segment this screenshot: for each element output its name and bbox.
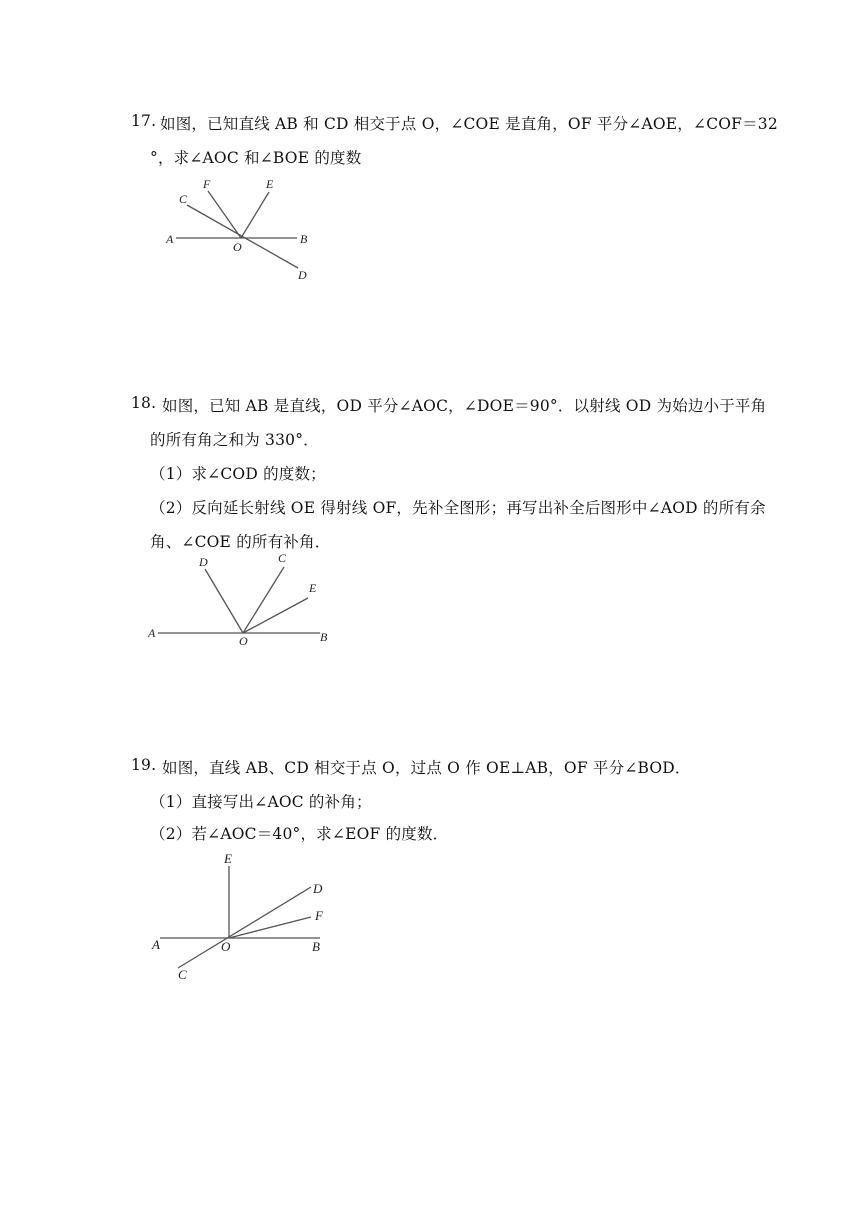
fig19-line-cd (178, 887, 311, 968)
problem-19-part-1: （1）直接写出∠AOC 的补角； (150, 793, 372, 811)
fig19-label-o: O (221, 939, 231, 954)
figure-19 (151, 851, 324, 982)
problem-18-part-1: （1）求∠COD 的度数； (150, 465, 326, 483)
fig17-label-o: O (233, 240, 242, 254)
problem-19-number: 19. (131, 756, 157, 774)
fig17-label-d: D (298, 268, 307, 282)
fig17-label-f: F (203, 177, 211, 191)
problem-18-text-line-1: 如图，已知 AB 是直线，OD 平分∠AOC，∠DOE＝90°．以射线 OD 为始边小于平角 (162, 397, 767, 415)
fig17-label-e: E (266, 177, 274, 191)
fig18-label-e: E (309, 581, 317, 595)
problem-18-text-line-2: 的所有角之和为 330°． (150, 431, 319, 449)
fig18-ray-od (205, 569, 243, 633)
fig17-ray-of (208, 191, 241, 238)
fig19-label-a: A (152, 937, 160, 952)
fig18-label-d: D (199, 555, 208, 569)
fig18-label-b: B (320, 630, 328, 644)
figure-17 (165, 177, 308, 282)
problem-17-number: 17. (131, 112, 157, 130)
fig17-label-c: C (179, 192, 188, 206)
fig19-label-b: B (312, 939, 320, 954)
fig19-label-e: E (224, 851, 232, 866)
problem-19-text-line-1: 如图，直线 AB、CD 相交于点 O，过点 O 作 OE⊥AB，OF 平分∠BOD． (162, 759, 691, 777)
figure-18 (147, 551, 328, 648)
problem-17-text-line-1: 如图，已知直线 AB 和 CD 相交于点 O，∠COE 是直角，OF 平分∠AOE，∠COF＝32 (160, 115, 778, 133)
fig19-ray-of (229, 917, 311, 938)
problem-19-part-2: （2）若∠AOC＝40°，求∠EOF 的度数． (150, 825, 449, 843)
fig18-label-a: A (148, 626, 156, 640)
fig18-label-o: O (239, 634, 248, 648)
fig17-label-b: B (300, 232, 308, 246)
fig17-ray-oe (241, 192, 269, 238)
fig18-ray-oc (243, 567, 284, 633)
problem-17-text-line-2: °，求∠AOC 和∠BOE 的度数 (150, 149, 362, 167)
fig17-label-a: A (166, 232, 174, 246)
fig18-label-c: C (278, 551, 287, 565)
problem-18-number: 18. (131, 394, 157, 412)
fig19-label-f: F (315, 908, 323, 923)
fig19-label-d: D (313, 881, 323, 896)
problem-18-part-2: （2）反向延长射线 OE 得射线 OF，先补全图形；再写出补全后图形中∠AOD 的所有余 (150, 499, 766, 517)
problem-18-part-2-cont: 角、∠COE 的所有补角． (150, 533, 331, 551)
fig19-label-c: C (178, 967, 187, 982)
fig18-ray-oe (243, 598, 308, 633)
